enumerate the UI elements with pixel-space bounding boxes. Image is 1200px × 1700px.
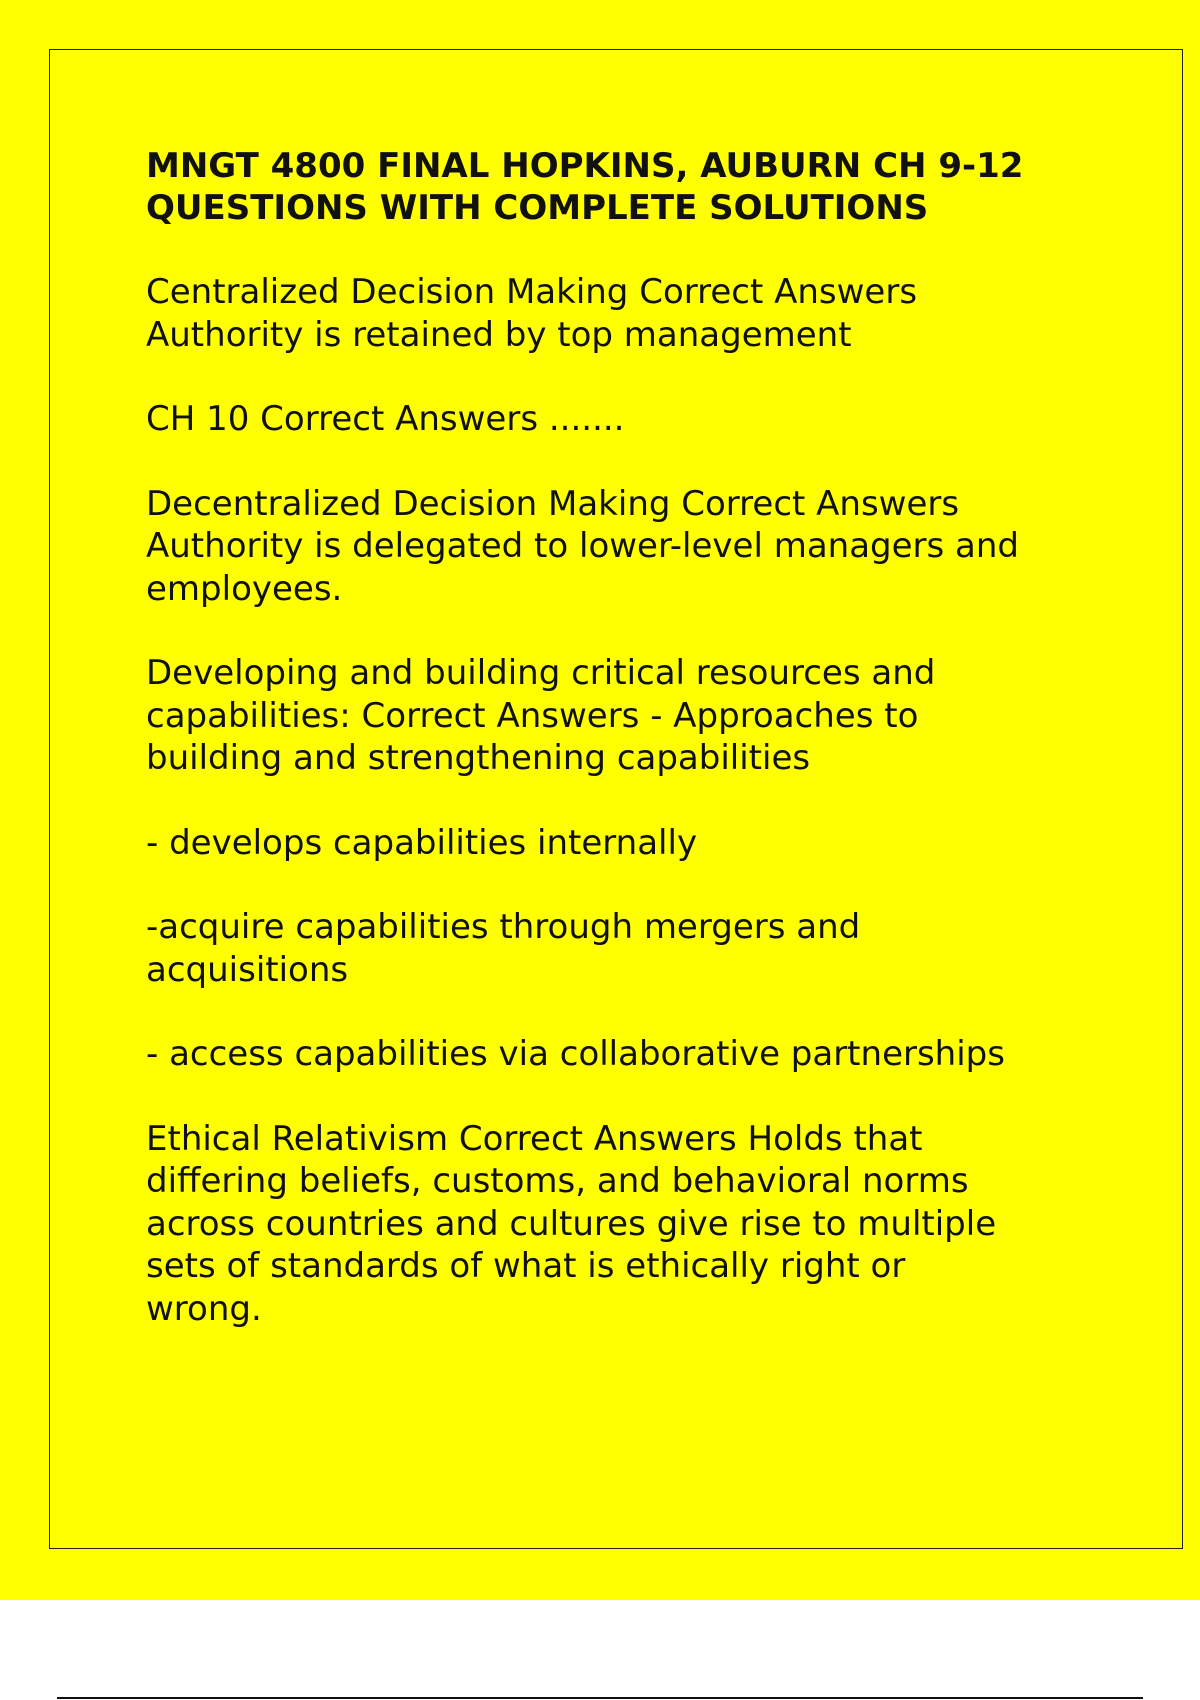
qa-decentralized-decision-making: Decentralized Decision Making Correct Answers Authority is delegated to lower-level managers and employees.: [146, 483, 1020, 609]
qa-centralized-decision-making: Centralized Decision Making Correct Answers Authority is retained by top management: [146, 272, 918, 355]
bottom-divider: [57, 1697, 1143, 1699]
qa-developing-capabilities: Developing and building critical resources and capabilities: Correct Answers - Approaches to building and strengthening capabilities: [146, 653, 936, 778]
qa-ethical-relativism: Ethical Relativism Correct Answers Holds that differing beliefs, customs, and behavioral norms across countries and cultures give rise to multiple sets of standards of what is ethically right or wrong.: [146, 1118, 997, 1329]
document-content: [146, 145, 1146, 1372]
list-item-access-capabilities: - access capabilities via collaborative partnerships: [146, 1034, 1005, 1074]
list-item-acquire-capabilities: -acquire capabilities through mergers and acquisitions: [146, 907, 861, 990]
list-item-develop-internally: - develops capabilities internally: [146, 822, 698, 863]
qa-ch-10: CH 10 Correct Answers .......: [146, 399, 625, 439]
document-title: MNGT 4800 FINAL HOPKINS, AUBURN CH 9-12 QUESTIONS WITH COMPLETE SOLUTIONS: [146, 146, 1024, 228]
